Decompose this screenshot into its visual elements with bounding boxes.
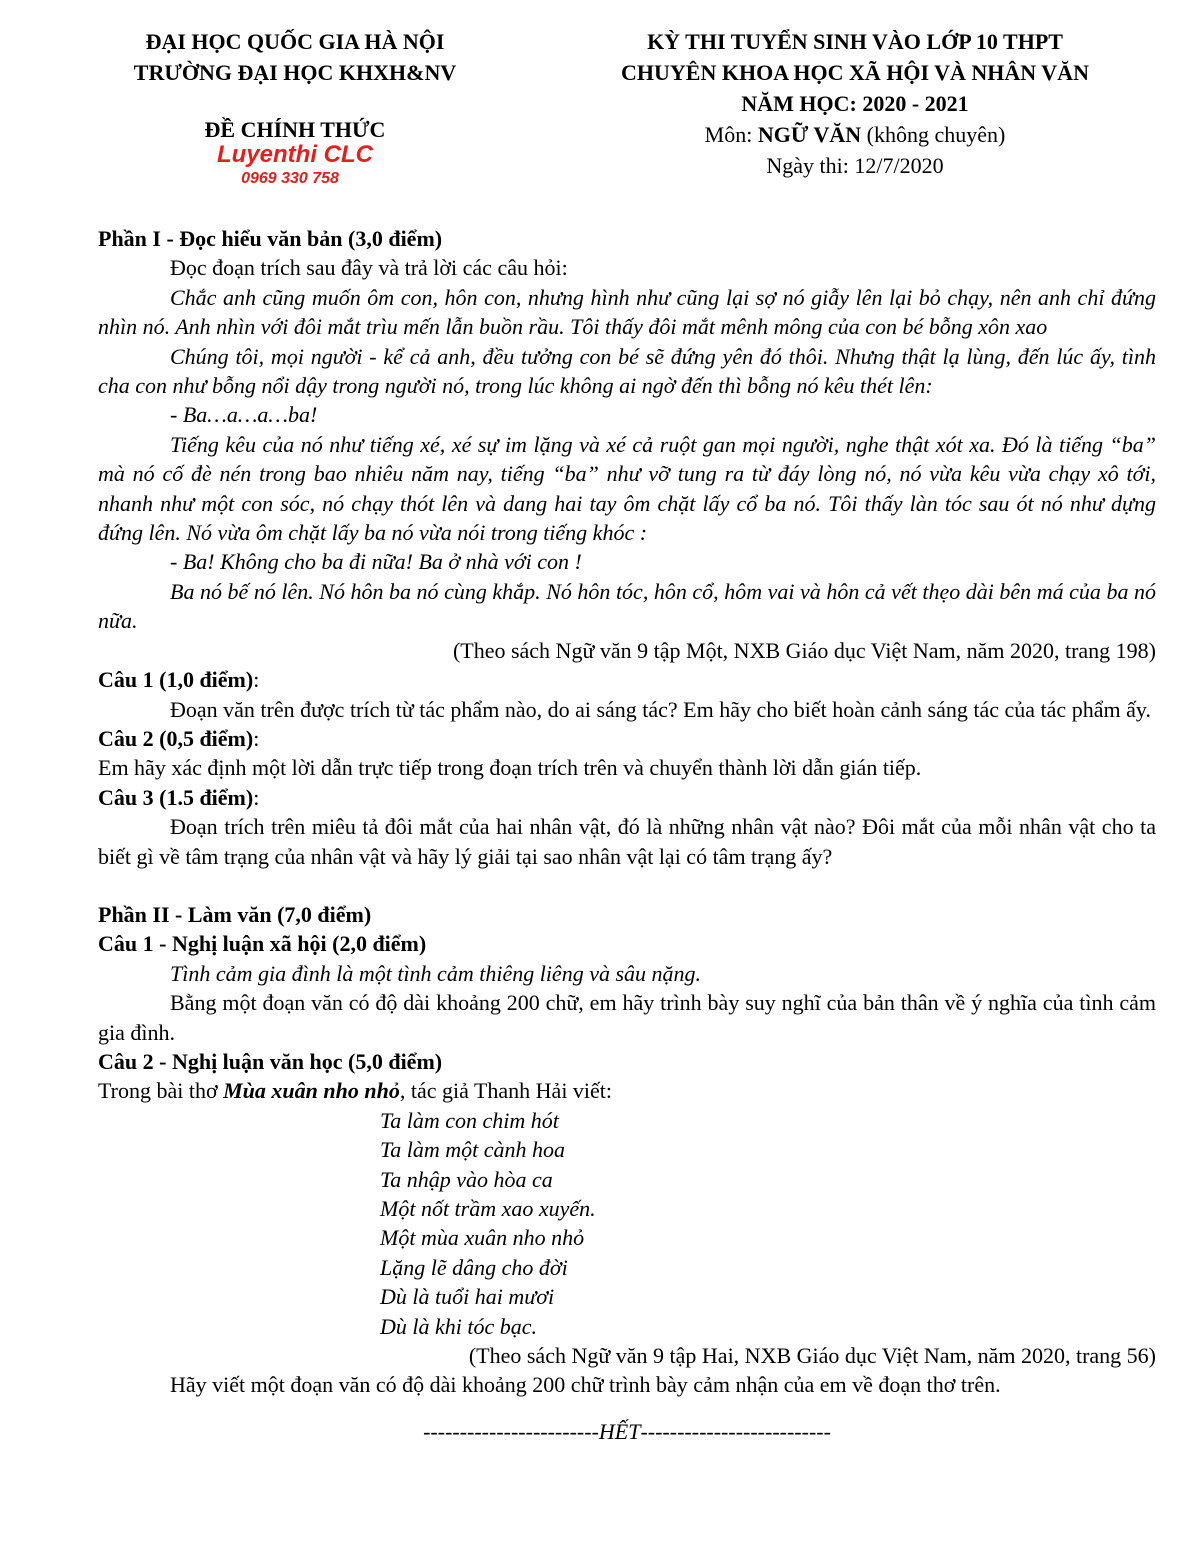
university-name: ĐẠI HỌC QUỐC GIA HÀ NỘI (145, 29, 445, 54)
poem-line: Ta làm con chim hót (380, 1107, 559, 1133)
subject-line (535, 119, 1175, 150)
end-dashes-left: ------------------------ (423, 1418, 599, 1444)
poem-line: Một mùa xuân nho nhỏ (380, 1225, 585, 1251)
part2-q1-title: Câu 1 - Nghị luận xã hội (2,0 điểm) (98, 931, 427, 957)
question-label: Câu 2 (0,5 điểm) (98, 725, 254, 751)
official-label: ĐỀ CHÍNH THỨC (204, 117, 386, 142)
question-heading (98, 665, 1156, 694)
question-label: Câu 3 (1.5 điểm) (98, 784, 254, 810)
question-text: Em hãy xác định một lời dẫn trực tiếp trong đoạn trích trên và chuyển thành lời dẫn gián tiếp. (98, 755, 922, 781)
header-right (535, 26, 1175, 181)
part1-title: Phần I - Đọc hiểu văn bản (3,0 điểm) (98, 226, 443, 251)
passage-source: (Theo sách Ngữ văn 9 tập Một, NXB Giáo dục Việt Nam, năm 2020, trang 198) (452, 637, 1156, 663)
part2-q1-task: Bằng một đoạn văn có độ dài khoảng 200 chữ, em hãy trình bày suy nghĩ của bản thân về ý nghĩa của tình cảm gia đình. (98, 990, 1156, 1045)
q2-intro-before: Trong bài thơ (98, 1078, 224, 1104)
part2-q2-task: Hãy viết một đoạn văn có độ dài khoảng 200 chữ trình bày cảm nhận của em về đoạn thơ trên. (170, 1372, 1001, 1398)
subject-suffix: (không chuyên) (861, 122, 1006, 147)
header-left (90, 26, 500, 189)
poem-line: Dù là khi tóc bạc. (380, 1313, 538, 1339)
passage-dialogue: - Ba…a…a…ba! (170, 402, 318, 428)
watermark-phone: 0969 330 758 (241, 170, 339, 187)
subject-name: NGỮ VĂN (757, 122, 862, 147)
poem-line: Ta nhập vào hòa ca (380, 1166, 553, 1192)
watermark-logo (180, 143, 410, 189)
part2-q2-title: Câu 2 - Nghị luận văn học (5,0 điểm) (98, 1048, 443, 1074)
question-text: Đoạn văn trên được trích từ tác phẩm nào, do ai sáng tác? Em hãy cho biết hoàn cảnh sáng tác của tác phẩm ấy. (170, 696, 1151, 722)
question-colon: : (253, 725, 260, 751)
part2-q2-intro (98, 1076, 1156, 1105)
poem-line: Dù là tuổi hai mươi (380, 1284, 555, 1310)
question-colon: : (253, 667, 260, 693)
subject-prefix: Môn: (704, 122, 758, 147)
question-text: Đoạn trích trên miêu tả đôi mắt của hai nhân vật, đó là những nhân vật nào? Đôi mắt của mỗi nhân vật cho ta biết gì về tâm trạng của nhân vật và hãy lý giải tại sao nhân vật lại có tâm trạng ấy? (98, 814, 1156, 869)
poem-title: Mùa xuân nho nhỏ (223, 1078, 400, 1104)
poem-line: Một nốt trầm xao xuyến. (380, 1196, 596, 1221)
part1-instruction: Đọc đoạn trích sau đây và trả lời các câu hỏi: (170, 255, 568, 281)
passage-paragraph: Chúng tôi, mọi người - kể cả anh, đều tưởng con bé sẽ đứng yên đó thôi. Nhưng thật lạ lùng, đến lúc ấy, tình cha con như bỗng nổi dậy trong người nó, trong lúc không ai ngờ đến thì bỗng nó kêu thét lên: (98, 343, 1156, 399)
poem-source: (Theo sách Ngữ văn 9 tập Hai, NXB Giáo dục Việt Nam, năm 2020, trang 56) (468, 1343, 1156, 1369)
exam-body (98, 224, 1156, 1446)
passage-paragraph: Chắc anh cũng muốn ôm con, hôn con, nhưng hình như cũng lại sợ nó giẫy lên lại bỏ chạy, nên anh chỉ đứng nhìn nó. Anh nhìn với đôi mắt trìu mến lẫn buồn rầu. Tôi thấy đôi mắt mênh mông của con bé bỗng xôn xao (98, 284, 1156, 340)
passage-paragraph: Tiếng kêu của nó như tiếng xé, xé sự im lặng và xé cả ruột gan mọi người, nghe thật xót xa. Đó là tiếng “ba” mà nó cố đè nén trong bao nhiêu năm nay, tiếng “ba” như vỡ tung ra từ đáy lòng nó, nó vừa kêu vừa chạy xô tới, nhanh như một con sóc, nó chạy thót lên và dang hai tay ôm chặt lấy cổ ba nó. Tôi thấy làn tóc sau ót nó như dựng đứng lên. Nó vừa ôm chặt lấy ba nó vừa nói trong tiếng khóc : (98, 431, 1156, 546)
end-word: HẾT (598, 1418, 641, 1444)
poem-block (98, 1106, 1156, 1341)
exam-title-line2: CHUYÊN KHOA HỌC XÃ HỘI VÀ NHÂN VĂN (621, 60, 1089, 85)
part2-q1-quote: Tình cảm gia đình là một tình cảm thiêng liêng và sâu nặng. (170, 960, 702, 986)
section-spacer (98, 871, 1156, 900)
passage-paragraph: Ba nó bế nó lên. Nó hôn ba nó cùng khắp. Nó hôn tóc, hôn cổ, hôm vai và hôn cả vết thẹo dài bên má của ba nó nữa. (98, 578, 1156, 634)
question-colon: : (253, 784, 260, 810)
passage-dialogue: - Ba! Không cho ba đi nữa! Ba ở nhà với con ! (170, 549, 582, 575)
poem-line: Ta làm một cành hoa (380, 1137, 565, 1163)
school-year: NĂM HỌC: 2020 - 2021 (741, 91, 969, 116)
exam-title-line1: KỲ THI TUYỂN SINH VÀO LỚP 10 THPT (647, 29, 1063, 54)
school-name: TRƯỜNG ĐẠI HỌC KHXH&NV (133, 60, 457, 85)
question-heading (98, 783, 1156, 812)
exam-date: Ngày thi: 12/7/2020 (766, 153, 944, 178)
end-marker (98, 1417, 1156, 1446)
part2-title: Phần II - Làm văn (7,0 điểm) (98, 901, 372, 927)
question-heading (98, 724, 1156, 753)
end-dashes-right: -------------------------- (640, 1418, 831, 1444)
poem-line: Lặng lẽ dâng cho đời (380, 1254, 568, 1280)
question-label: Câu 1 (1,0 điểm) (98, 667, 254, 693)
q2-intro-after: , tác giả Thanh Hải viết: (399, 1078, 613, 1104)
watermark-name: Luyenthi CLC (217, 143, 373, 168)
